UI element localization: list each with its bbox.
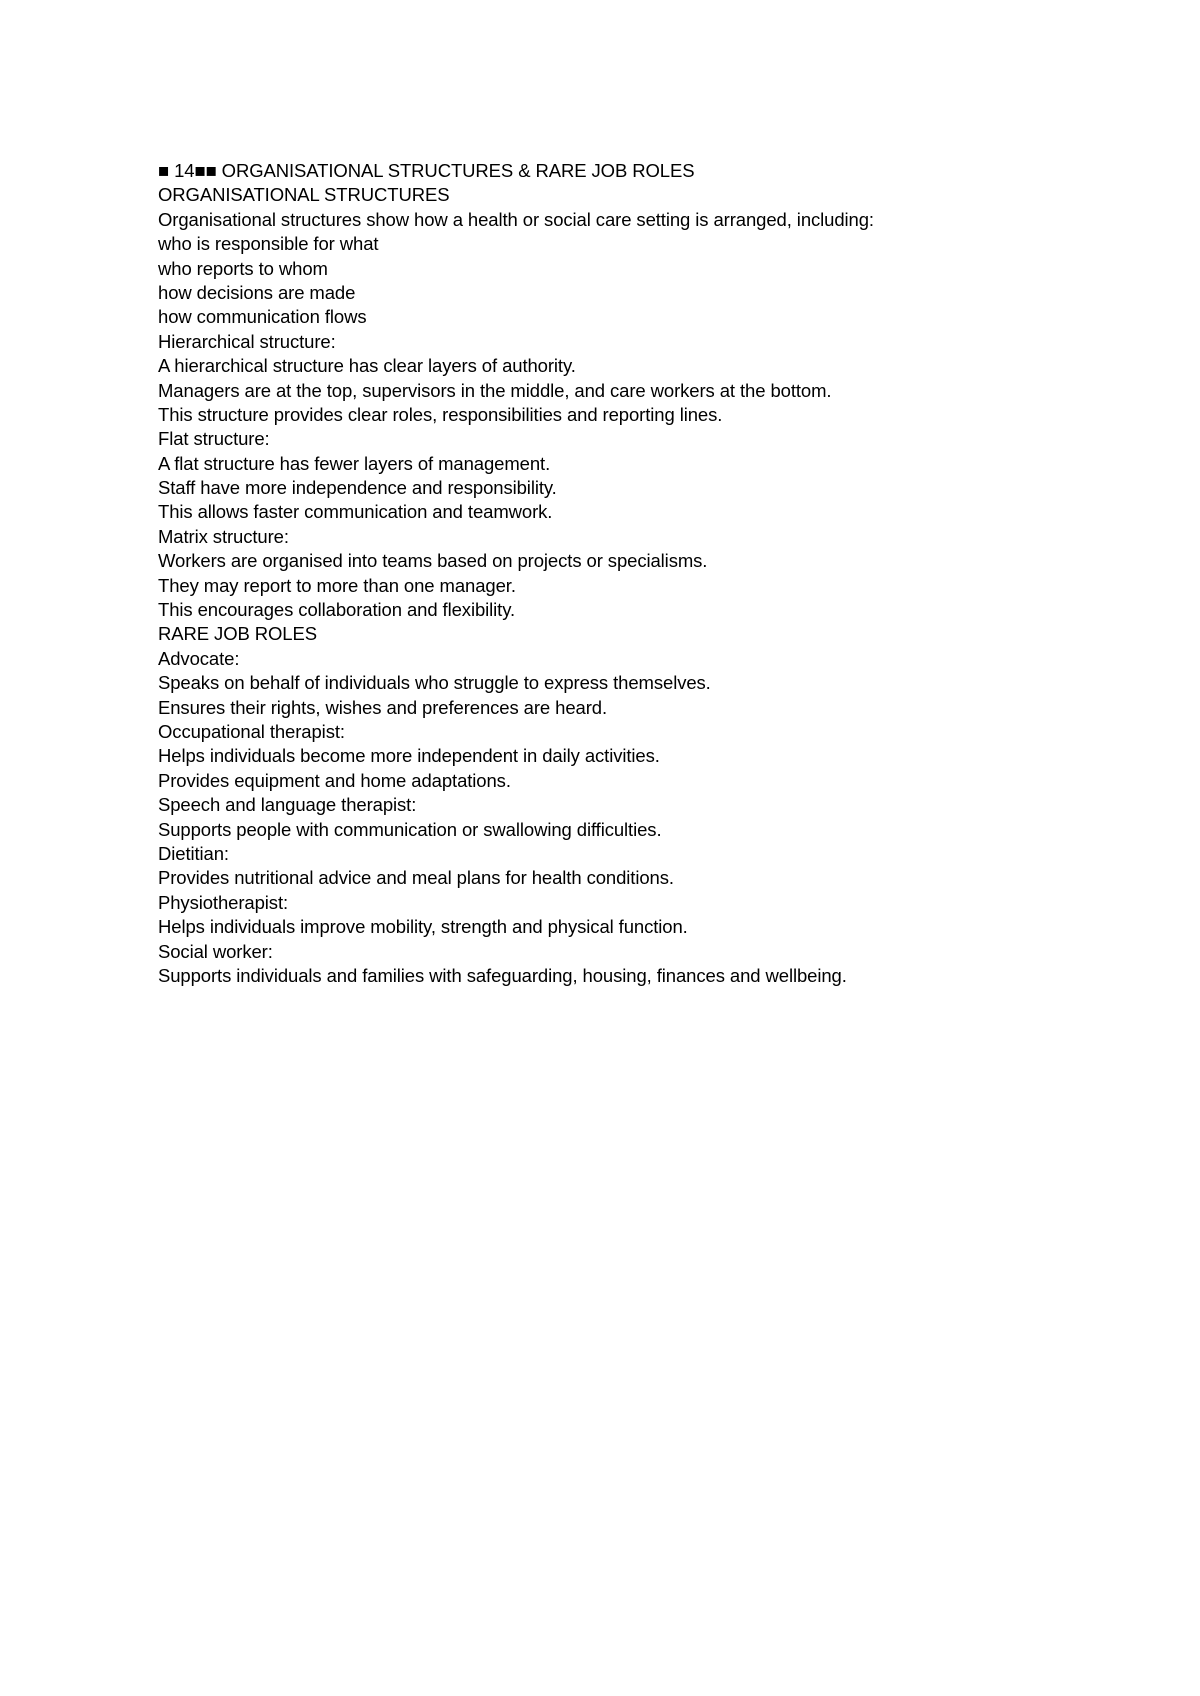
text-line: Staff have more independence and responsibility.: [158, 477, 557, 499]
subheading-dietitian: Dietitian:: [158, 842, 229, 864]
text-line: Ensures their rights, wishes and preferences are heard.: [158, 696, 608, 718]
subheading-physiotherapist: Physiotherapist:: [158, 891, 289, 913]
text-line: Helps individuals become more independent in daily activities.: [158, 745, 660, 767]
section-heading-organisational-structures: ORGANISATIONAL STRUCTURES: [158, 184, 450, 206]
subheading-speech-and-language-therapist: Speech and language therapist:: [158, 794, 417, 816]
text-line: Managers are at the top, supervisors in the middle, and care workers at the bottom.: [158, 379, 832, 401]
section-heading-rare-job-roles: RARE JOB ROLES: [158, 623, 317, 645]
subheading-flat-structure: Flat structure:: [158, 428, 270, 450]
text-line: Supports people with communication or swallowing difficulties.: [158, 818, 662, 840]
text-line: Workers are organised into teams based on projects or specialisms.: [158, 550, 708, 572]
text-line: how decisions are made: [158, 281, 356, 303]
text-line: who reports to whom: [158, 257, 328, 279]
text-line: A hierarchical structure has clear layers of authority.: [158, 355, 576, 377]
text-line: A flat structure has fewer layers of management.: [158, 452, 551, 474]
subheading-occupational-therapist: Occupational therapist:: [158, 720, 345, 742]
text-line: Speaks on behalf of individuals who struggle to express themselves.: [158, 672, 711, 694]
document-heading: ■ 14■■ ORGANISATIONAL STRUCTURES & RARE JOB ROLES: [158, 160, 695, 181]
subheading-hierarchical-structure: Hierarchical structure:: [158, 330, 336, 352]
text-line: how communication flows: [158, 306, 367, 328]
subheading-matrix-structure: Matrix structure:: [158, 525, 289, 547]
text-line: This structure provides clear roles, responsibilities and reporting lines.: [158, 403, 723, 425]
text-line: Supports individuals and families with safeguarding, housing, finances and wellbeing.: [158, 964, 847, 986]
text-line: They may report to more than one manager.: [158, 574, 516, 596]
text-line: Helps individuals improve mobility, strength and physical function.: [158, 916, 688, 938]
text-line: Provides equipment and home adaptations.: [158, 769, 511, 791]
text-line: This allows faster communication and teamwork.: [158, 501, 553, 523]
text-line: Provides nutritional advice and meal plans for health conditions.: [158, 867, 674, 889]
subheading-advocate: Advocate:: [158, 647, 240, 669]
text-line: who is responsible for what: [158, 233, 379, 255]
subheading-social-worker: Social worker:: [158, 940, 273, 962]
text-line: This encourages collaboration and flexibility.: [158, 599, 516, 621]
text-line: Organisational structures show how a health or social care setting is arranged, including:: [158, 208, 874, 230]
document-body: [158, 159, 1158, 988]
